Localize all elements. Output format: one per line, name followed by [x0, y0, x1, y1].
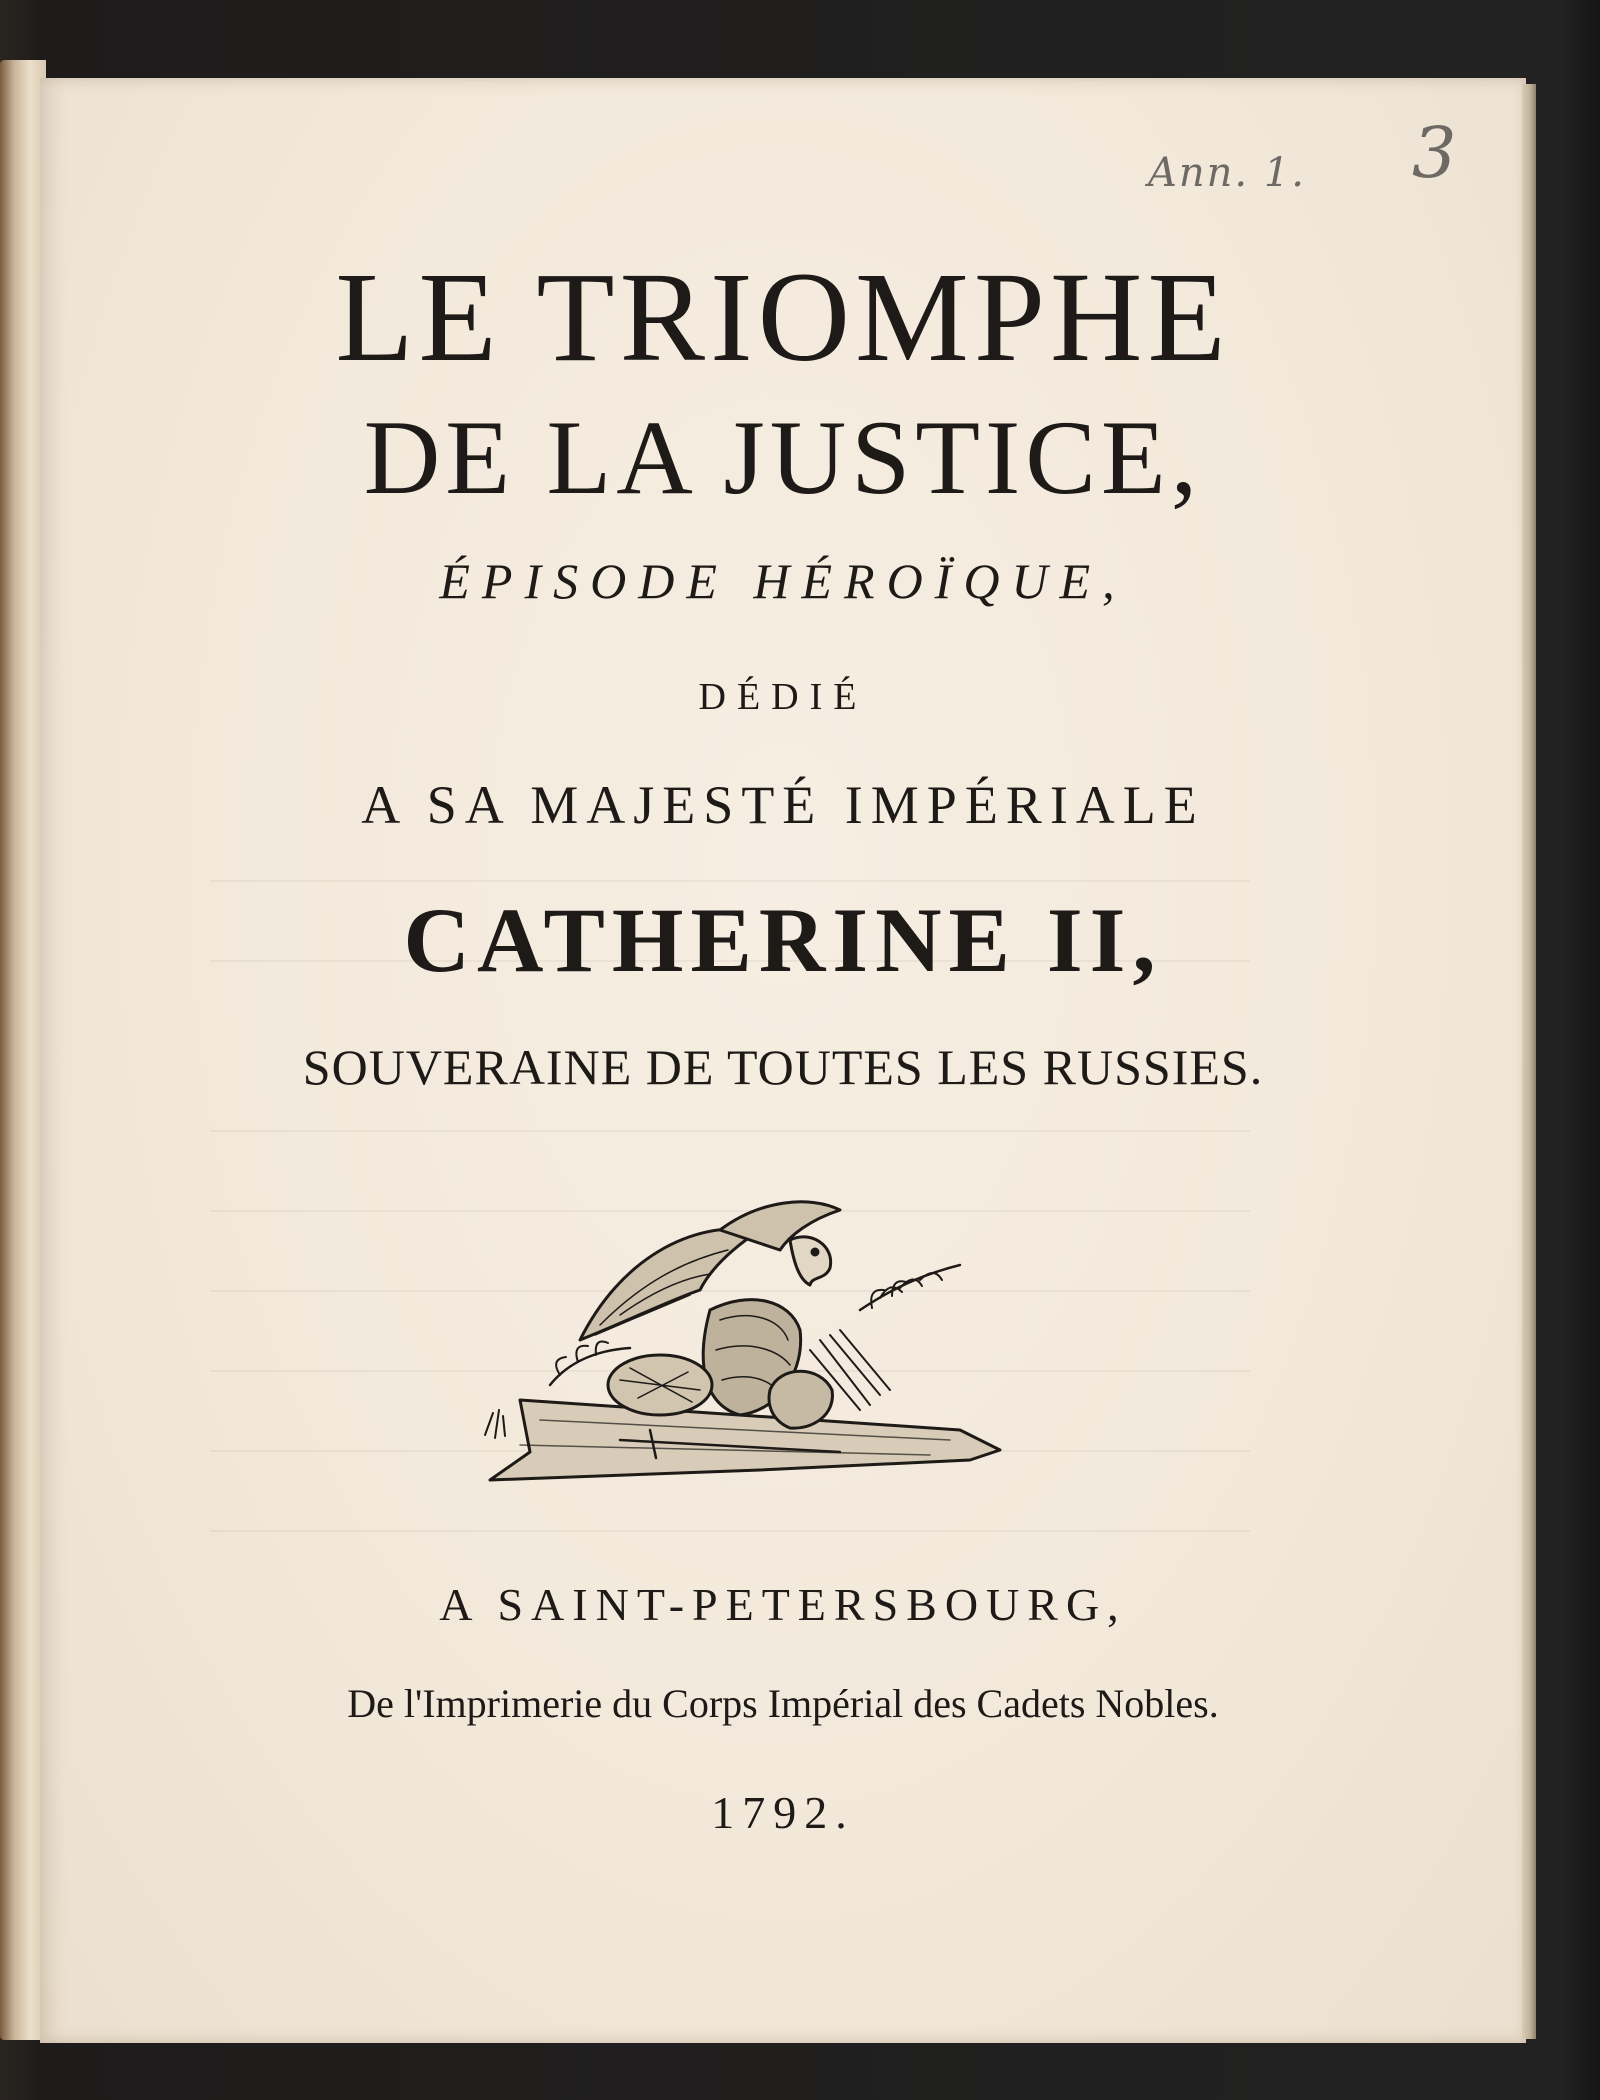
imprint-year: 1792. — [711, 1787, 855, 1838]
imprint-printer: De l'Imprimerie du Corps Impérial des Cadets Nobles. — [347, 1681, 1219, 1726]
imprint-place: A SAINT-PETERSBOURG, — [439, 1579, 1127, 1630]
title-line-2: DE LA JUSTICE, — [363, 399, 1203, 516]
pencil-annotation: Ann. 1. — [1148, 150, 1307, 196]
dedicated-label: DÉDIÉ — [698, 676, 868, 718]
pencil-page-number: 3 — [1412, 112, 1459, 194]
show-through-text — [210, 1530, 1250, 1532]
subtitle: ÉPISODE HÉROÏQUE, — [439, 553, 1127, 609]
dedicatee-line-2: SOUVERAINE DE TOUTES LES RUSSIES. — [302, 1039, 1264, 1095]
eagle-trophy-ornament-icon — [460, 1190, 1020, 1490]
dedicatee-line-1: A SA MAJESTÉ IMPÉRIALE — [361, 775, 1205, 835]
show-through-text — [210, 1130, 1250, 1132]
dedicatee-name: CATHERINE II, — [403, 889, 1163, 991]
title-line-1: LE TRIOMPHE — [335, 246, 1231, 388]
show-through-text — [210, 880, 1250, 882]
